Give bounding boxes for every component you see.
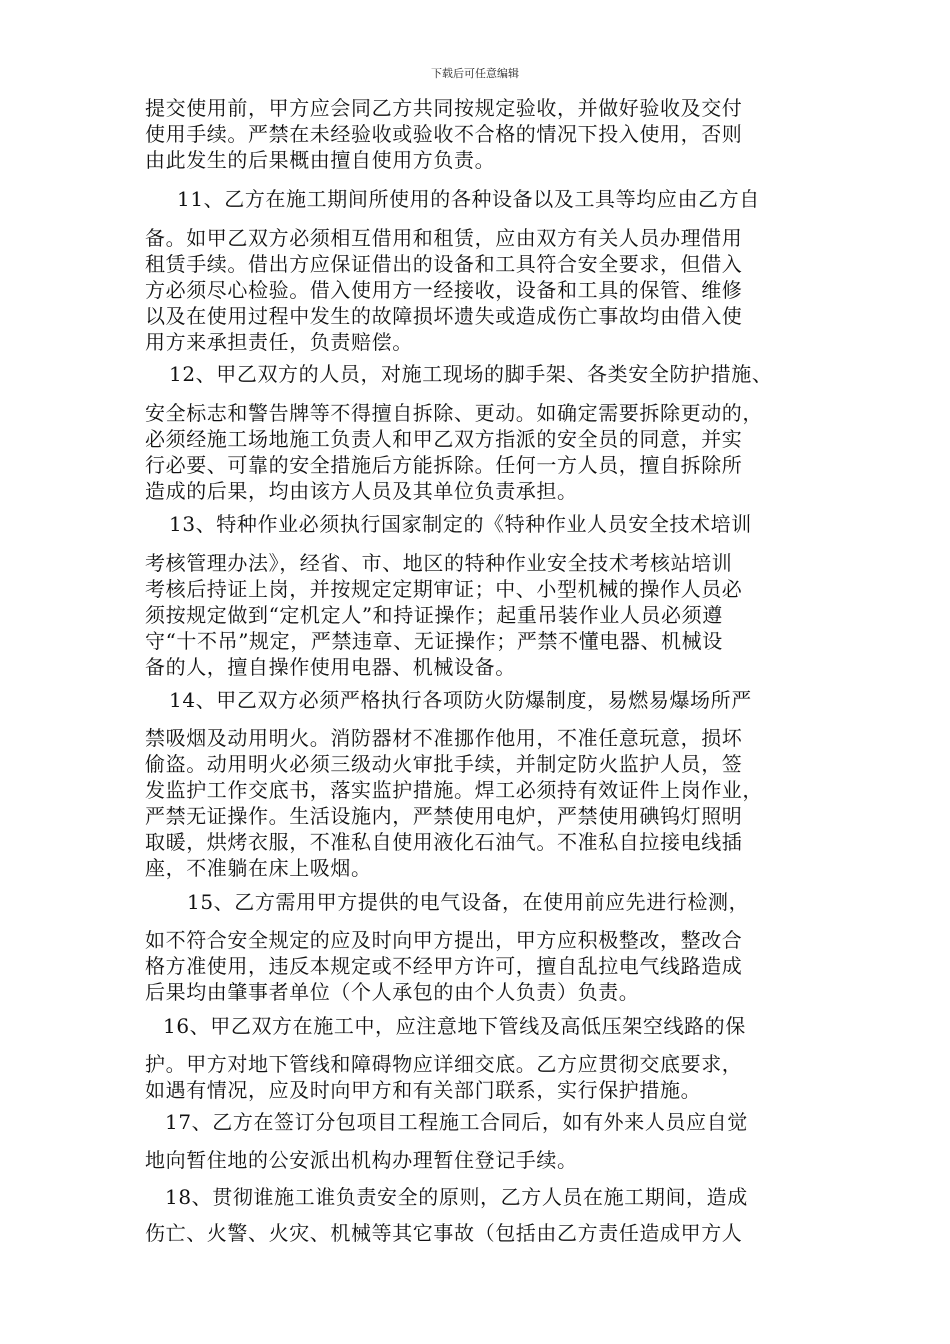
text-line: 严禁无证操作。生活设施内，严禁使用电炉，严禁使用碘钨灯照明 bbox=[145, 804, 743, 828]
text-line: 禁吸烟及动用明火。消防器材不准挪作他用，不准任意玩意，损坏 bbox=[145, 726, 743, 750]
text-line: 后果均由肇事者单位（个人承包的由个人负责）负责。 bbox=[145, 980, 640, 1004]
text-line: 座，不准躺在床上吸烟。 bbox=[145, 856, 372, 880]
text-line: 租赁手续。借出方应保证借出的设备和工具符合安全要求，但借入 bbox=[145, 252, 743, 276]
text-line: 以及在使用过程中发生的故障损坏遗失或造成伤亡事故均由借入使 bbox=[145, 304, 743, 328]
text-line: 格方准使用，违反本规定或不经甲方许可，擅自乱拉电气线路造成 bbox=[145, 954, 743, 978]
text-line: 17、乙方在签订分包项目工程施工合同后，如有外来人员应自觉 bbox=[165, 1110, 748, 1134]
text-line: 安全标志和警告牌等不得擅自拆除、更动。如确定需要拆除更动的， bbox=[145, 401, 763, 425]
text-line: 备的人，擅自操作使用电器、机械设备。 bbox=[145, 655, 516, 679]
text-line: 守“十不吊”规定，严禁违章、无证操作；严禁不懂电器、机械设 bbox=[145, 629, 723, 653]
text-line: 护。甲方对地下管线和障碍物应详细交底。乙方应贯彻交底要求， bbox=[145, 1052, 743, 1076]
text-line: 16、甲乙双方在施工中，应注意地下管线及高低压架空线路的保 bbox=[163, 1014, 746, 1038]
text-line: 由此发生的后果概由擅自使用方负责。 bbox=[145, 148, 496, 172]
text-line: 使用手续。严禁在未经验收或验收不合格的情况下投入使用，否则 bbox=[145, 122, 743, 146]
text-line: 偷盗。动用明火必须三级动火审批手续，并制定防火监护人员，签 bbox=[145, 752, 743, 776]
text-line: 考核后持证上岗，并按规定定期审证；中、小型机械的操作人员必 bbox=[145, 577, 743, 601]
text-line: 考核管理办法》，经省、市、地区的特种作业安全技术考核站培训 bbox=[145, 551, 733, 575]
text-line: 18、贯彻谁施工谁负责安全的原则，乙方人员在施工期间，造成 bbox=[165, 1185, 748, 1209]
page-header: 下载后可任意编辑 bbox=[431, 67, 519, 80]
text-line: 如遇有情况，应及时向甲方和有关部门联系，实行保护措施。 bbox=[145, 1078, 702, 1102]
text-line: 提交使用前，甲方应会同乙方共同按规定验收，并做好验收及交付 bbox=[145, 96, 743, 120]
text-line: 备。如甲乙双方必须相互借用和租赁，应由双方有关人员办理借用 bbox=[145, 226, 743, 250]
text-line: 13、特种作业必须执行国家制定的《特种作业人员安全技术培训 bbox=[169, 512, 752, 536]
text-line: 发监护工作交底书，落实监护措施。焊工必须持有效证件上岗作业， bbox=[145, 778, 763, 802]
text-line: 12、甲乙双方的人员，对施工现场的脚手架、各类安全防护措施、 bbox=[169, 362, 773, 386]
text-line: 15、乙方需用甲方提供的电气设备，在使用前应先进行检测， bbox=[187, 890, 750, 914]
text-line: 伤亡、火警、火灾、机械等其它事故（包括由乙方责任造成甲方人 bbox=[145, 1221, 743, 1245]
text-line: 须按规定做到“定机定人”和持证操作；起重吊装作业人员必须遵 bbox=[145, 603, 723, 627]
text-line: 地向暂住地的公安派出机构办理暂住登记手续。 bbox=[145, 1148, 578, 1172]
text-line: 如不符合安全规定的应及时向甲方提出，甲方应积极整改，整改合 bbox=[145, 928, 743, 952]
text-line: 必须经施工场地施工负责人和甲乙双方指派的安全员的同意，并实 bbox=[145, 427, 743, 451]
text-line: 14、甲乙双方必须严格执行各项防火防爆制度，易燃易爆场所严 bbox=[169, 688, 752, 712]
text-line: 行必要、可靠的安全措施后方能拆除。任何一方人员，擅自拆除所 bbox=[145, 453, 743, 477]
text-line: 取暖，烘烤衣服，不准私自使用液化石油气。不准私自拉接电线插 bbox=[145, 830, 743, 854]
text-line: 造成的后果，均由该方人员及其单位负责承担。 bbox=[145, 479, 578, 503]
text-line: 11、乙方在施工期间所使用的各种设备以及工具等均应由乙方自 bbox=[177, 187, 760, 211]
text-line: 方必须尽心检验。借入使用方一经接收，设备和工具的保管、维修 bbox=[145, 278, 743, 302]
text-line: 用方来承担责任，负责赔偿。 bbox=[145, 330, 413, 354]
